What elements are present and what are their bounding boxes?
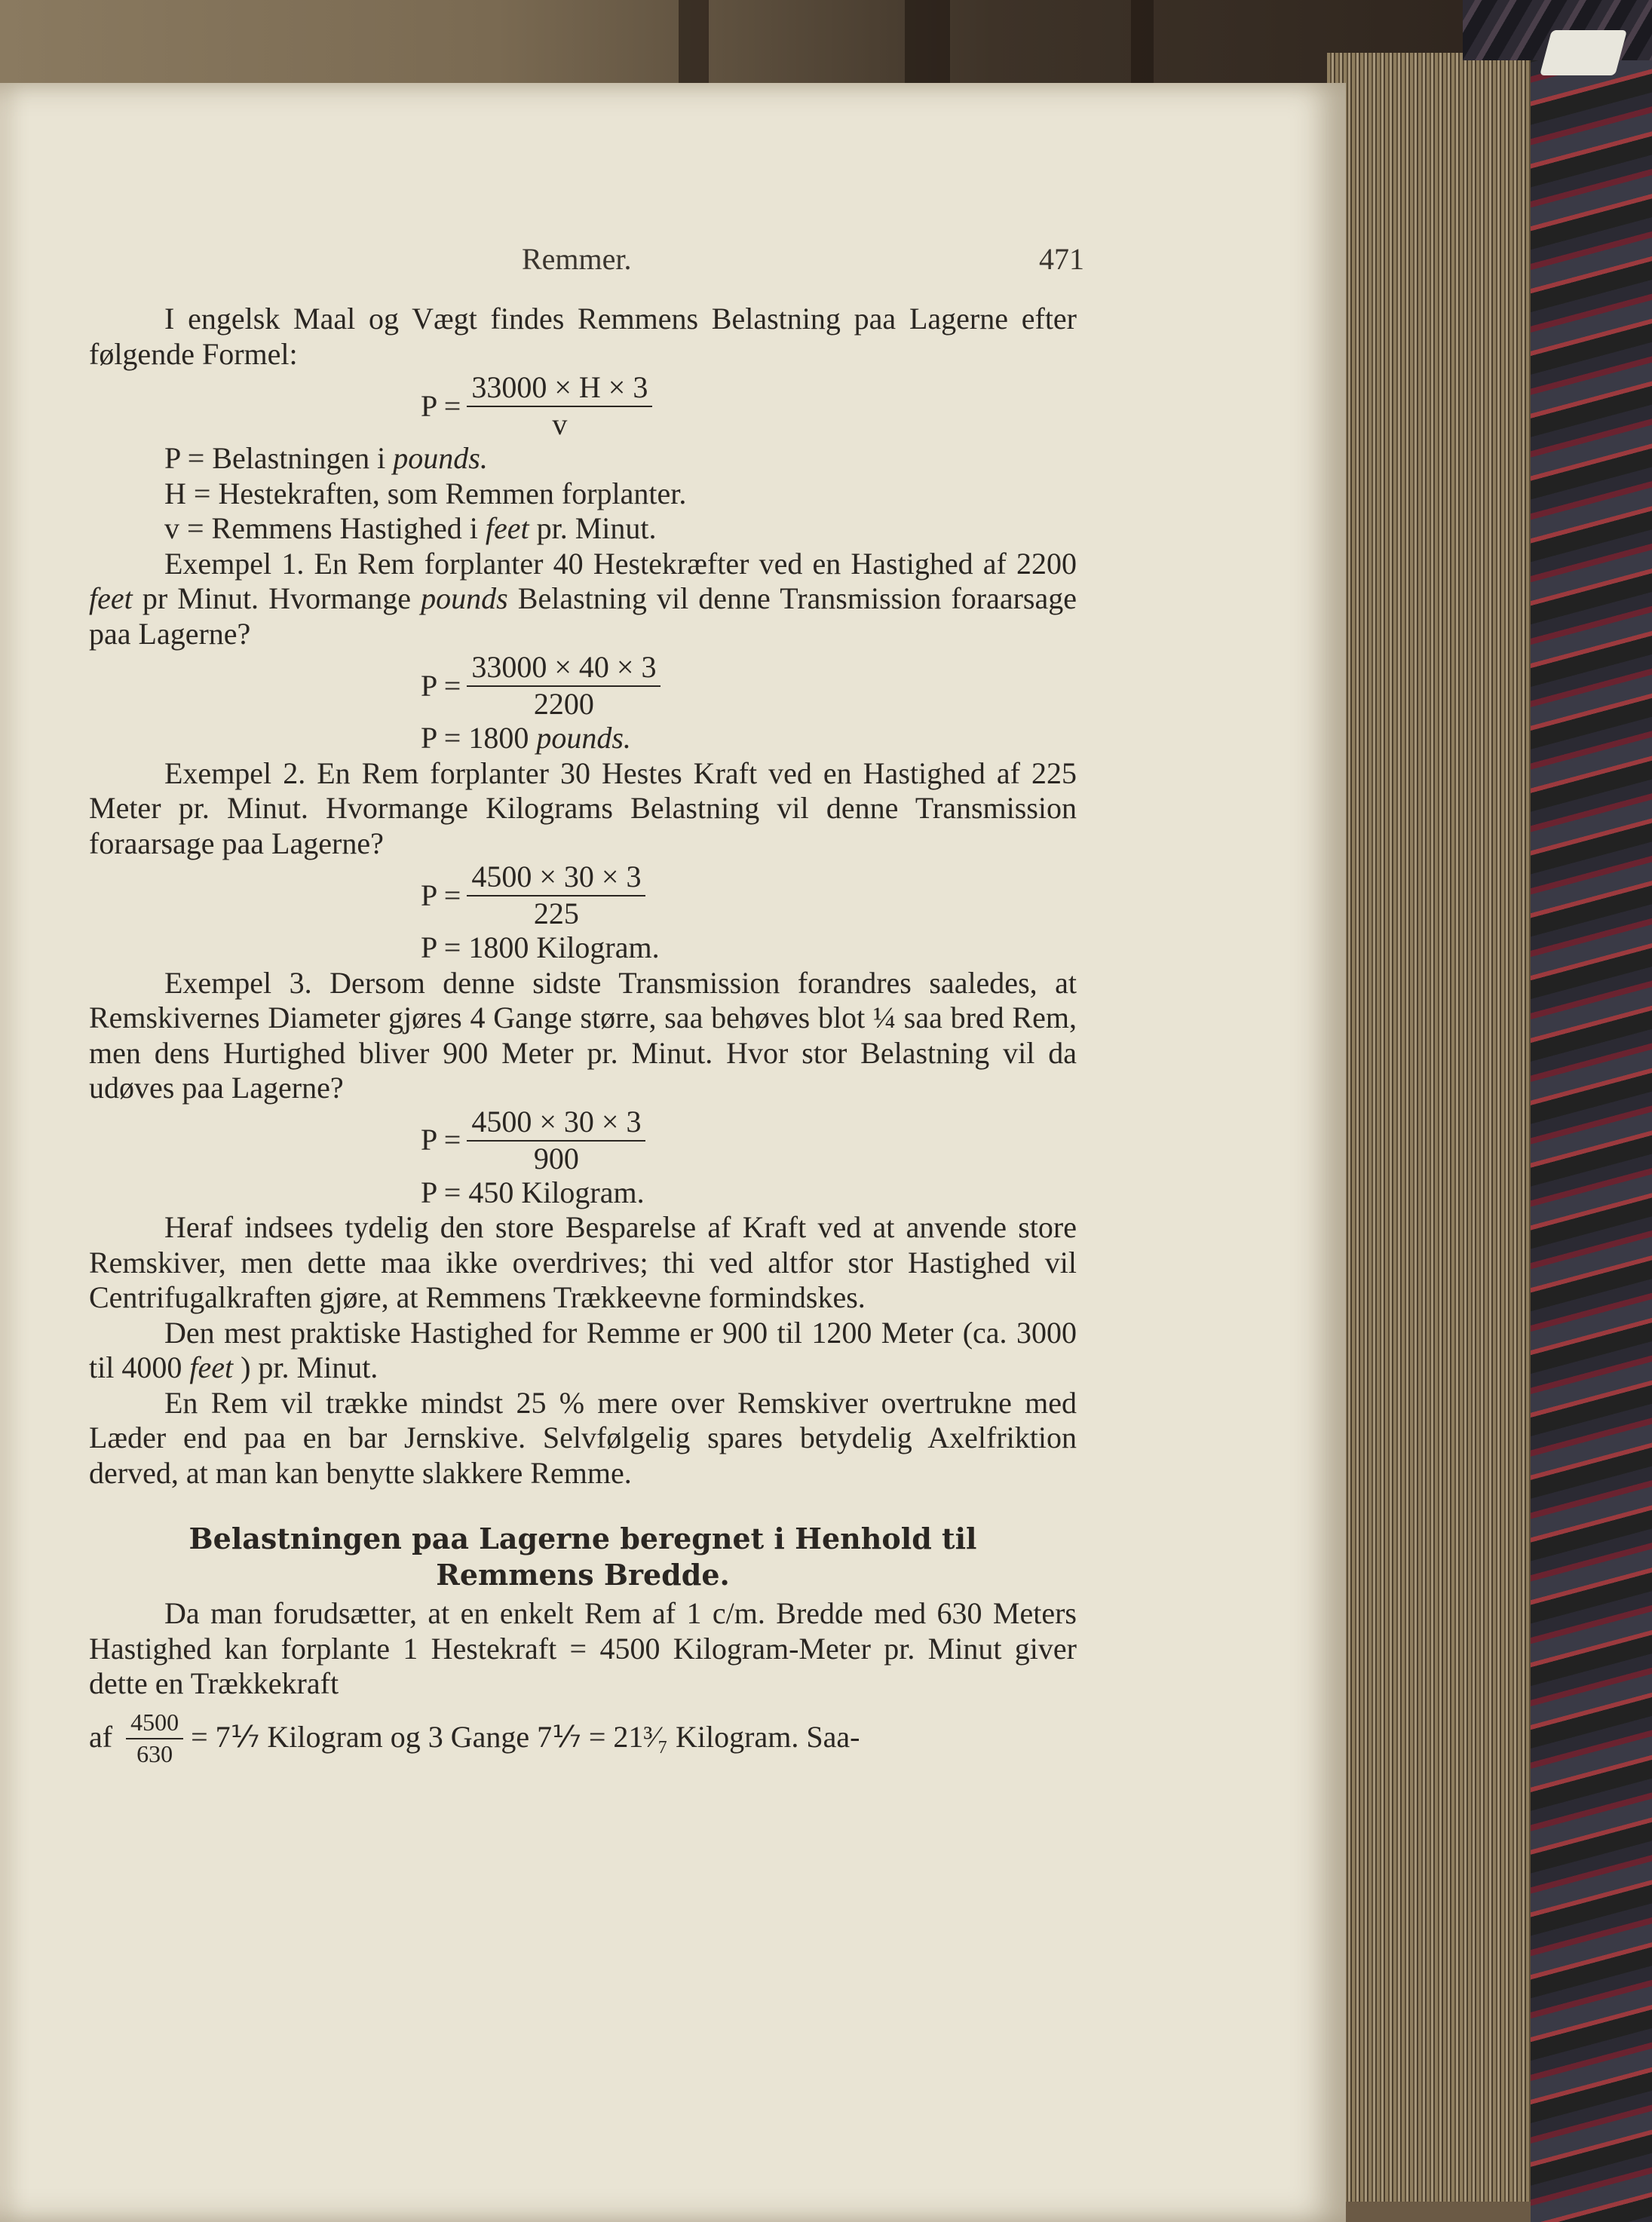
marbled-edge	[1531, 0, 1652, 2222]
paragraph: I engelsk Maal og Vægt findes Remmens Belastning paa Lagerne efter følgende Formel:	[89, 302, 1077, 371]
result: P = 1800 pounds.	[421, 721, 631, 755]
paragraph: Den mest praktiske Hastighed for Remme er 900 til 1200 Meter (ca. 3000 til 4000 feet ) pr. Minut.	[89, 1315, 1077, 1384]
body-text	[89, 302, 1077, 1774]
definition: v = Remmens Hastighed i feet pr. Minut.	[164, 511, 657, 545]
formula: P = $\frac{33000 \times H \times 3}{v}$	[89, 372, 1077, 441]
result: P = 450 Kilogram.	[421, 1175, 645, 1209]
result: P = 1800 Kilogram.	[421, 930, 660, 964]
paragraph: Da man forudsætter, at en enkelt Rem af 1 c/m. Bredde med 630 Meters Hastighed kan forplante 1 Hestekraft = 4500 Kilogram-Meter pr. Minut giver dette en Trækkekraft	[89, 1596, 1077, 1700]
definition: H = Hestekraften, som Remmen forplanter.	[164, 476, 687, 510]
headband	[1540, 30, 1627, 75]
paragraph: Exempel 2. En Rem forplanter 30 Hestes Kraft ved en Hastighed af 225 Meter pr. Minut. Hvormange Kilograms Belastning vil denne Transmission foraarsage paa Lagerne?	[89, 755, 1077, 860]
running-header	[89, 241, 1084, 279]
formula: P = $\frac{4500 \times 30 \times 3}{225}$	[89, 861, 1077, 930]
paragraph: En Rem vil trække mindst 25 % mere over Remskiver overtrukne med Læder end paa en bar Jernskive. Selvfølgelig spares betydelig Axelfriktion derved, at man kan benytte slakkere Remme.	[89, 1385, 1077, 1490]
definition: P = Belastningen i pounds.	[164, 441, 488, 475]
book-page	[0, 83, 1346, 2222]
paragraph: Exempel 3. Dersom denne sidste Transmission forandres saaledes, at Remskivernes Diameter gjøres 4 Gange større, saa behøves blot ¼ saa bred Rem, men dens Hurtighed bliver 900 Meter pr. Minut. Hvor stor Belastning vil da udøves paa Lagerne?	[89, 965, 1077, 1105]
running-title: Remmer.	[522, 242, 632, 276]
formula: P = $\frac{4500 \times 30 \times 3}{900}$	[89, 1106, 1077, 1175]
paragraph: Exempel 1. En Rem forplanter 40 Hestekræfter ved en Hastighed af 2200 feet pr Minut. Hvormange pounds Belastning vil denne Transmission foraarsage paa Lagerne?	[89, 546, 1077, 651]
page-number: 471	[1039, 242, 1084, 276]
paragraph: Heraf indsees tydelig den store Besparelse af Kraft ved at anvende store Remskiver, men dette maa ikke overdrives; thi ved altfor stor Hastighed vil Centrifugalkraften gjøre, at Remmens Trækkeevne formindskes.	[89, 1210, 1077, 1314]
formula: af $\frac{4500}{630}$ = 7⅐ Kilogram og 3 Gange 7⅐ = 21³⁄₇ Kilogram. Saa-	[89, 1708, 860, 1767]
section-heading: Belastningen paa Lagerne beregnet i Henhold til Remmens Bredde.	[188, 1522, 977, 1592]
formula: P = $\frac{33000 \times 40 \times 3}{2200}$	[89, 651, 1077, 721]
